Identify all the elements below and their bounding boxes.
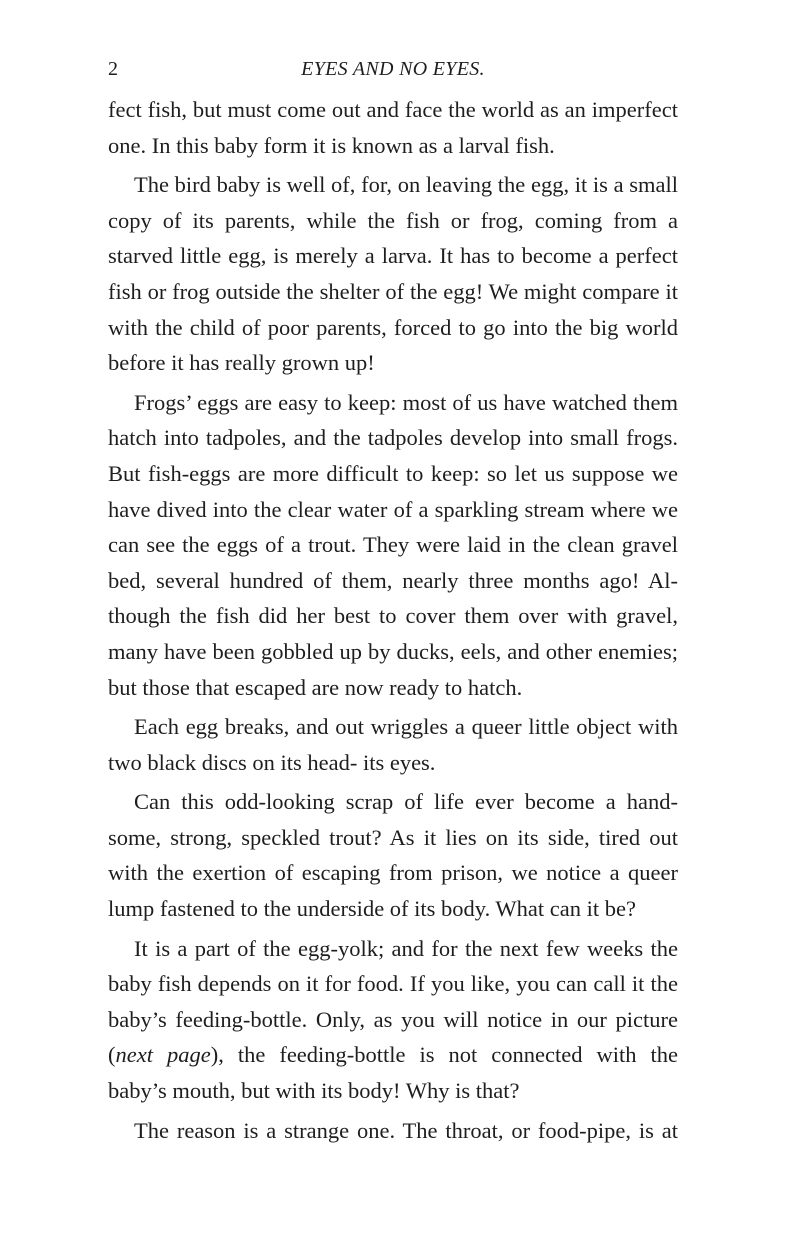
text-line: fect fish, but must come out and face the world as an imperfect	[108, 97, 678, 122]
body-text	[108, 92, 678, 1148]
text-line: have dived into the clear water of a sparkling stream where we	[108, 496, 678, 522]
text-line: But fish-eggs are more difficult to keep: so let us suppose we	[108, 460, 678, 486]
text-line: bed, several hundred of them, nearly three months ago! Al-	[108, 567, 678, 593]
text-line: fish or frog outside the shelter of the egg! We might compare it	[108, 278, 678, 304]
text-line-with-reference	[108, 1037, 678, 1073]
running-head	[108, 58, 678, 92]
text-line: Frogs’ eggs are easy to keep: most of us have watched them	[134, 389, 678, 415]
text-line: hatch into tadpoles, and the tadpoles develop into small frogs.	[108, 425, 678, 451]
text-line: starved little egg, is merely a larva. It has to become a perfect	[108, 243, 678, 269]
text-line: some, strong, speckled trout? As it lies on its side, tired out	[108, 824, 678, 850]
text-line: Can this odd-looking scrap of life ever become a hand-	[134, 789, 678, 815]
text-fragment: ), the feeding-bottle is not connected with the	[210, 1042, 678, 1068]
running-title: EYES AND NO EYES.	[301, 58, 485, 80]
text-line: baby’s feeding-bottle. Only, as you will notice in our picture	[108, 1006, 678, 1032]
next-page-reference: next page	[115, 1042, 211, 1068]
text-line: though the fish did her best to cover them over with gravel,	[108, 603, 678, 629]
text-line: The reason is a strange one. The throat, or food-pipe, is at	[134, 1117, 678, 1143]
text-line: Each egg breaks, and out wriggles a queer little object with	[134, 714, 678, 740]
page-number: 2	[108, 58, 118, 80]
text-line: with the child of poor parents, forced to go into the big world	[108, 314, 678, 340]
book-page	[108, 58, 678, 1148]
text-fragment: (	[108, 1042, 116, 1068]
text-line: lump fastened to the underside of its body. What can it be?	[108, 896, 636, 922]
text-line: with the exertion of escaping from prison, we notice a queer	[108, 860, 678, 886]
text-line: baby fish depends on it for food. If you like, you can call it the	[108, 971, 678, 997]
text-line: one. In this baby form it is known as a larval fish.	[108, 132, 555, 158]
text-line: baby’s mouth, but with its body! Why is that?	[108, 1078, 520, 1104]
text-line: copy of its parents, while the fish or frog, coming from a	[108, 207, 678, 233]
text-line: two black discs on its head- its eyes.	[108, 749, 436, 775]
text-line: The bird baby is well of, for, on leaving the egg, it is a small	[134, 172, 678, 198]
text-line: many have been gobbled up by ducks, eels, and other enemies;	[108, 638, 678, 664]
text-line: but those that escaped are now ready to hatch.	[108, 674, 523, 700]
text-line: can see the eggs of a trout. They were laid in the clean gravel	[108, 532, 678, 558]
text-line: It is a part of the egg-yolk; and for the next few weeks the	[134, 935, 678, 961]
text-line: before it has really grown up!	[108, 350, 375, 376]
